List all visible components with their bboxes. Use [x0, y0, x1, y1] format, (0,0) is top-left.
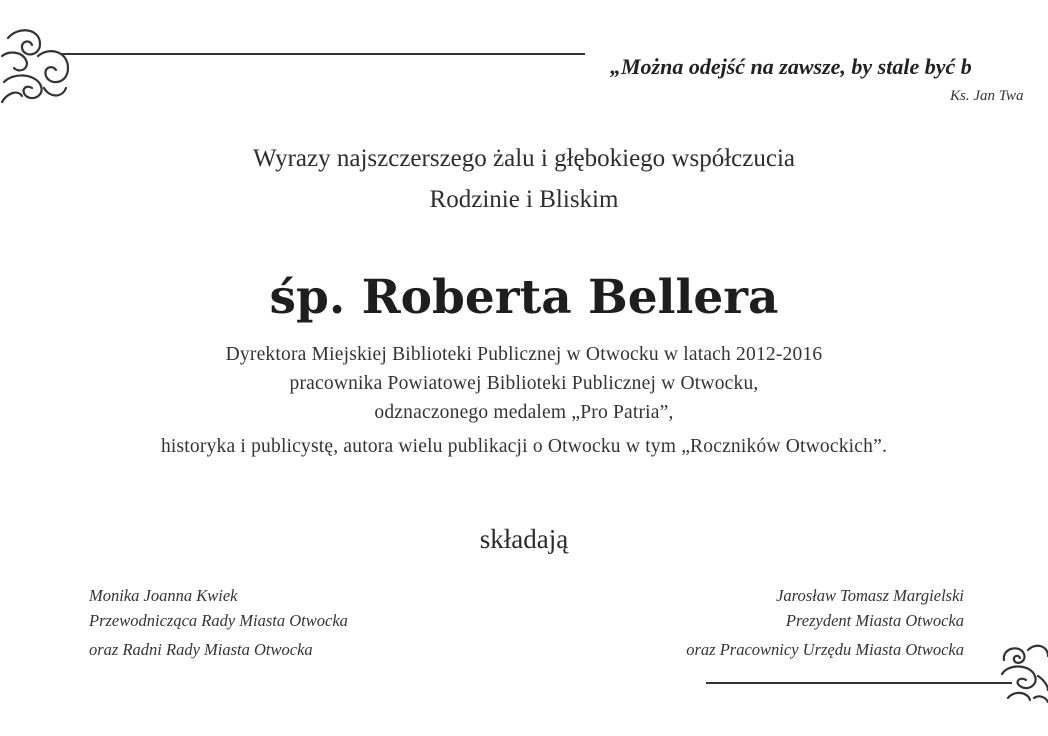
condolence-line-2: Rodzinie i Bliskim [429, 186, 619, 213]
left-signatory-group: oraz Radni Rady Miasta Otwocka [89, 640, 313, 659]
description-line-4: historyka i publicystę, autora wielu publikacji o Otwocku w tym „Roczników Otwockich”. [160, 436, 888, 457]
swirl-ornament-top-icon [0, 26, 72, 106]
left-signatory-title: Przewodnicząca Rady Miasta Otwocka [89, 611, 348, 630]
motto-quote: „Można odejść na zawsze, by stale być b [610, 54, 972, 79]
swirl-ornament-bottom-icon [998, 640, 1048, 706]
description-line-1: Dyrektora Miejskiej Biblioteki Publicznej w Otwocku w latach 2012-2016 [225, 344, 823, 365]
motto-author: Ks. Jan Twa [950, 88, 1024, 104]
top-divider-line [60, 53, 585, 55]
condolence-line-1: Wyrazy najszczerszego żalu i głębokiego współczucia [253, 145, 795, 172]
right-signatory-name: Jarosław Tomasz Margielski [776, 586, 964, 605]
right-signatory-title: Prezydent Miasta Otwocka [785, 611, 964, 630]
description-line-2: pracownika Powiatowej Biblioteki Publicznej w Otwocku, [289, 373, 759, 394]
right-signatory-group: oraz Pracownicy Urzędu Miasta Otwocka [686, 640, 964, 659]
deceased-name: śp. Roberta Bellera [269, 270, 779, 325]
left-signatory-name: Monika Joanna Kwiek [89, 586, 238, 605]
bottom-divider-line [706, 682, 1012, 684]
closing-label: składają [479, 524, 569, 554]
description-line-3: odznaczonego medalem „Pro Patria”, [374, 402, 674, 423]
